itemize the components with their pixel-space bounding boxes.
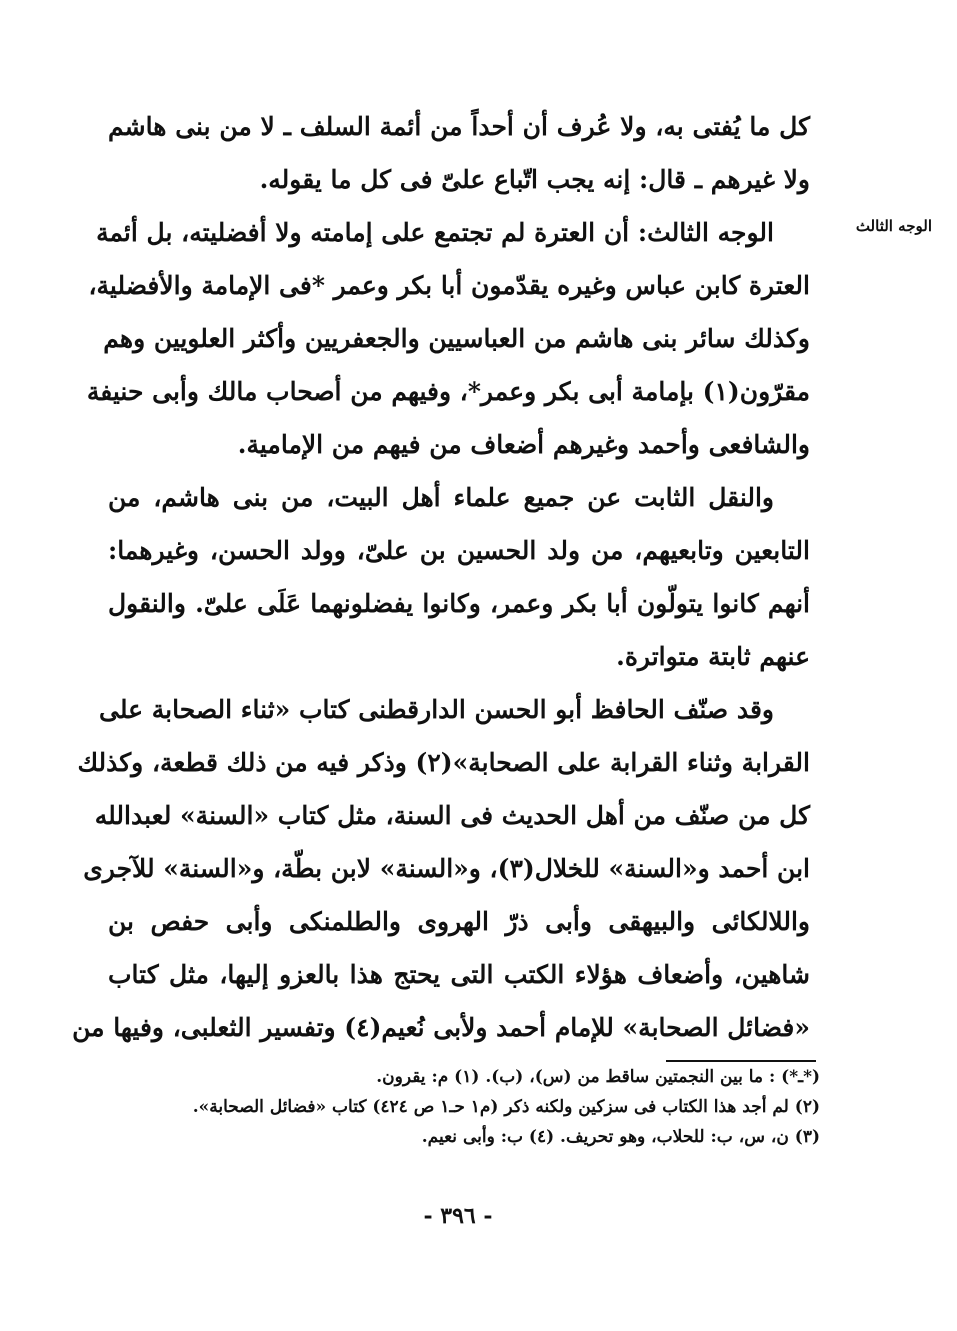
text-line: التابعين وتابعيهم، من ولد الحسين بن علىّ، وولد الحسن، وغيرهما: <box>108 536 810 565</box>
text-line: أنهم كانوا يتولّون أبا بكر وعمر، وكانوا يفضلونهما عَلَى علىّ. والنقول <box>108 589 810 618</box>
footnote: (*ـ*) : ما بين النجمتين ساقط من (س)، (ب). (١) م: يقرون. <box>376 1067 820 1087</box>
footnote: (٢) لم أجد هذا الكتاب فى سزكين ولكنه ذكر (م١ حـ١ ص ٤٢٤) كتاب «فضائل الصحابة». <box>192 1097 820 1117</box>
footnotes <box>108 1062 820 1152</box>
text-line: ابن أحمد و«السنة» للخلال(٣)، و«السنة» لابن بطّة، و«السنة» للآجرى <box>83 854 810 883</box>
text-line: شاهين، وأضعاف هؤلاء الكتب التى يحتج هذا بالعزو إليها، مثل كتاب <box>108 960 810 989</box>
text-line: والشافعى وأحمد وغيرهم أضعاف من فيهم من الإمامية. <box>237 430 810 459</box>
text-line: القرابة وثناء القرابة على الصحابة»(٢) وذكر فيه من ذلك قطعة، وكذلك <box>77 748 810 777</box>
margin-heading: الوجه الثالث <box>855 217 932 235</box>
text-line: ولا غيرهم ـ قال: إنه يجب اتّباع علىّ فى كل ما يقوله. <box>259 165 810 194</box>
text-line: كل ما يُفتى به، ولا عُرف أن أحداً من أئمة السلف ـ لا من بنى هاشم <box>108 112 810 141</box>
text-line: كل من صنّف من أهل الحديث فى السنة، مثل كتاب «السنة» لعبدالله <box>94 801 810 830</box>
text-line: مقرّون(١) بإمامة أبى بكر وعمر*، وفيهم من أصحاب مالك وأبى حنيفة <box>86 377 810 406</box>
text-line: «فضائل الصحابة» للإمام أحمد ولأبى نُعيم(٤) وتفسير الثعلبى، وفيها من <box>72 1013 810 1042</box>
text-line: عنهم ثابتة متواترة. <box>616 642 810 671</box>
text-line: والنقل الثابت عن جميع علماء أهل البيت، من بنى هاشم، من <box>108 483 774 512</box>
text-line: وكذلك سائر بنى هاشم من العباسيين والجعفريين وأكثر العلويين وهم <box>103 324 810 353</box>
text-line: واللالكائى والبيهقى وأبى ذرّ الهروى والطلمنكى وأبى حفص بن <box>108 907 810 936</box>
footnote: (٣) ن، س، ب: للحلاب، وهو تحريف. (٤) ب: وأبى نعيم. <box>421 1127 820 1147</box>
text-line: العترة كابن عباس وغيره يقدّمون أبا بكر وعمر *فى الإمامة والأفضلية، <box>88 271 810 300</box>
text-line: الوجه الثالث: أن العترة لم تجتمع على إمامته ولا أفضليته، بل أئمة <box>96 218 774 247</box>
text-line: وقد صنّف الحافظ أبو الحسن الدارقطنى كتاب «ثناء الصحابة على <box>98 695 774 724</box>
page-number: - ٣٩٦ - <box>423 1203 493 1229</box>
main-text <box>72 100 810 1054</box>
